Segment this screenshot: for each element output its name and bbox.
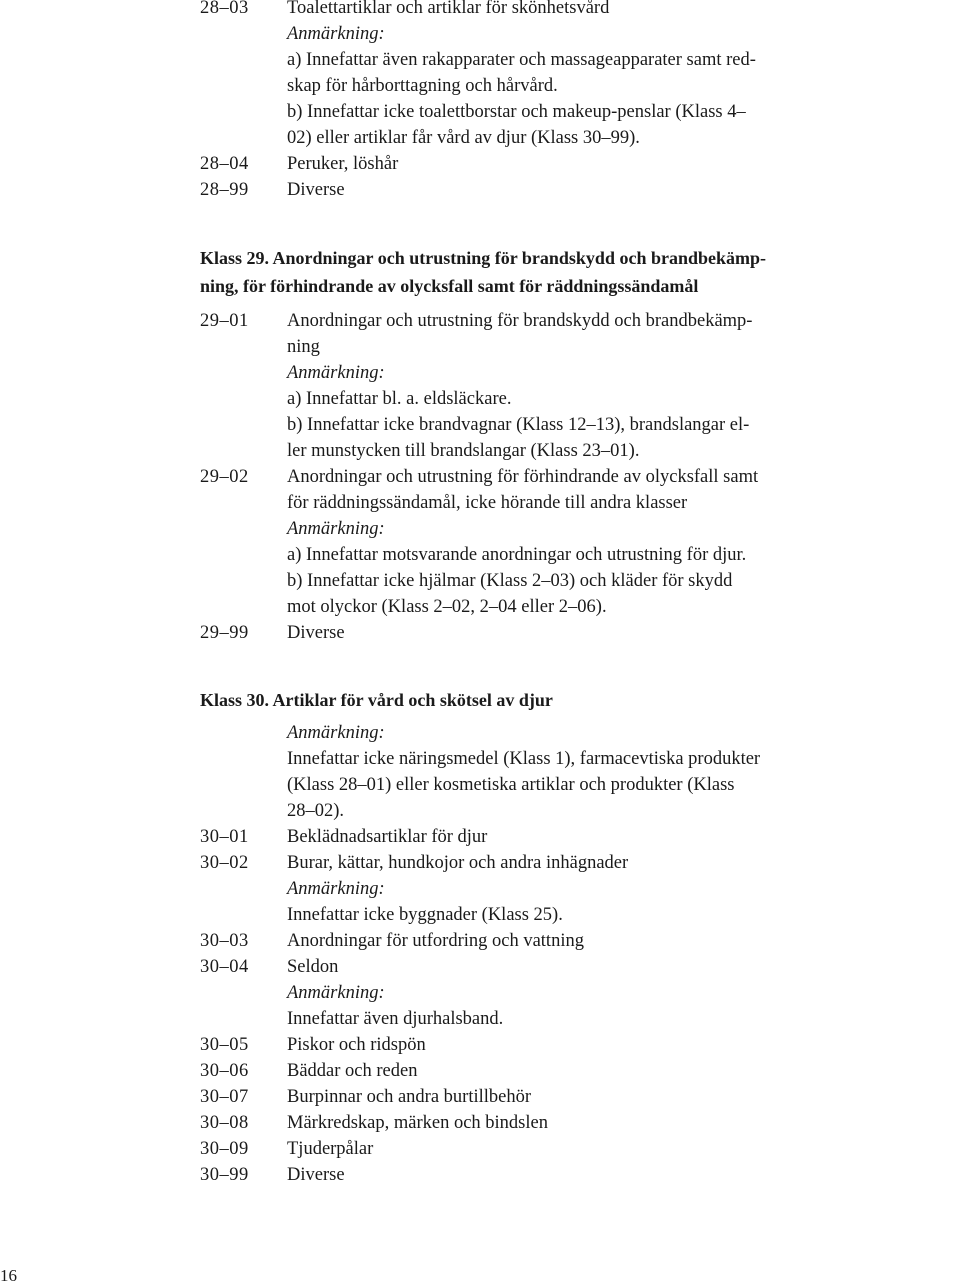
note-line <box>0 125 960 151</box>
entry-28-99 <box>0 177 960 203</box>
entry-code: 30–08 <box>200 1113 249 1133</box>
note-text: ler munstycken till brandslangar (Klass 23–01). <box>287 441 640 461</box>
note-text: b) Innefattar icke toalettborstar och makeup-penslar (Klass 4– <box>287 102 746 122</box>
entry-code: 30–04 <box>200 957 249 977</box>
note-text: 02) eller artiklar får vård av djur (Klass 30–99). <box>287 128 640 148</box>
note-text: Innefattar även djurhalsband. <box>287 1009 504 1029</box>
note-label: Anmärkning: <box>287 879 385 899</box>
note-label: Anmärkning: <box>287 363 385 383</box>
entry-code: 28–99 <box>200 180 249 200</box>
class-29-heading-line-1: Klass 29. Anordningar och utrustning för brandskydd och brandbekämp- <box>200 248 766 268</box>
entry-title: Seldon <box>287 957 339 977</box>
class-29-heading-line-2: ning, för förhindrande av olycksfall samt för räddningssändamål <box>200 276 699 296</box>
entry-code: 28–04 <box>200 154 249 174</box>
note-line <box>0 746 960 772</box>
entry-title-cont: ning <box>287 337 320 357</box>
note-text: skap för hårborttagning och hårvård. <box>287 76 558 96</box>
entry-30-01 <box>0 824 960 850</box>
entry-29-02 <box>0 464 960 490</box>
note-text: Innefattar icke näringsmedel (Klass 1), farmacevtiska produkter <box>287 749 761 769</box>
entry-title: Diverse <box>287 180 345 200</box>
note-label-row <box>0 360 960 386</box>
note-label: Anmärkning: <box>287 983 385 1003</box>
note-label: Anmärkning: <box>287 723 385 743</box>
note-label-row <box>0 876 960 902</box>
note-line <box>0 386 960 412</box>
entry-code: 30–99 <box>200 1165 249 1185</box>
note-line <box>0 99 960 125</box>
entry-code: 30–09 <box>200 1139 249 1159</box>
note-text: mot olyckor (Klass 2–02, 2–04 eller 2–06). <box>287 597 607 617</box>
entry-title: Diverse <box>287 1165 345 1185</box>
note-line <box>0 594 960 620</box>
note-label-row <box>0 720 960 746</box>
entry-title: Beklädnadsartiklar för djur <box>287 827 488 847</box>
entry-title-cont: för räddningssändamål, icke hörande till andra klasser <box>287 493 688 513</box>
note-line <box>0 73 960 99</box>
entry-code: 30–02 <box>200 853 249 873</box>
entry-title: Anordningar och utrustning för förhindrande av olycksfall samt <box>287 467 759 487</box>
entry-title: Burpinnar och andra burtillbehör <box>287 1087 532 1107</box>
entry-30-08 <box>0 1110 960 1136</box>
entry-code: 29–02 <box>200 467 249 487</box>
note-line <box>0 798 960 824</box>
entry-title: Märkredskap, märken och bindslen <box>287 1113 548 1133</box>
entry-code: 28–03 <box>200 0 249 18</box>
entry-line <box>0 334 960 360</box>
note-line <box>0 47 960 73</box>
entry-code: 29–99 <box>200 623 249 643</box>
entry-code: 29–01 <box>200 311 249 331</box>
note-label: Anmärkning: <box>287 519 385 539</box>
note-line <box>0 902 960 928</box>
note-line <box>0 542 960 568</box>
entry-title: Peruker, löshår <box>287 154 399 174</box>
entry-30-06 <box>0 1058 960 1084</box>
note-label-row <box>0 980 960 1006</box>
note-text: (Klass 28–01) eller kosmetiska artiklar och produkter (Klass <box>287 775 735 795</box>
note-line <box>0 1006 960 1032</box>
entry-code: 30–01 <box>200 827 249 847</box>
page-number: 16 <box>0 1266 17 1285</box>
note-line <box>0 412 960 438</box>
note-text: 28–02). <box>287 801 345 821</box>
entry-code: 30–06 <box>200 1061 249 1081</box>
note-text: b) Innefattar icke brandvagnar (Klass 12–13), brandslangar el- <box>287 415 750 435</box>
entry-code: 30–03 <box>200 931 249 951</box>
note-line <box>0 438 960 464</box>
entry-30-09 <box>0 1136 960 1162</box>
entry-title: Burar, kättar, hundkojor och andra inhägnader <box>287 853 629 873</box>
entry-28-04 <box>0 151 960 177</box>
note-text: a) Innefattar även rakapparater och massageapparater samt red- <box>287 50 756 70</box>
entry-title: Diverse <box>287 623 345 643</box>
note-label-row <box>0 21 960 47</box>
entry-code: 30–07 <box>200 1087 249 1107</box>
entry-29-99 <box>0 620 960 646</box>
note-line <box>0 772 960 798</box>
class-30-heading: Klass 30. Artiklar för vård och skötsel av djur <box>200 690 553 710</box>
entry-30-03 <box>0 928 960 954</box>
note-line <box>0 568 960 594</box>
entry-30-07 <box>0 1084 960 1110</box>
entry-code: 30–05 <box>200 1035 249 1055</box>
entry-title: Bäddar och reden <box>287 1061 418 1081</box>
note-text: a) Innefattar motsvarande anordningar och utrustning för djur. <box>287 545 747 565</box>
entry-title: Toalettartiklar och artiklar för skönhetsvård <box>287 0 610 18</box>
note-label-row <box>0 516 960 542</box>
entry-title: Anordningar och utrustning för brandskydd och brandbekämp- <box>287 311 753 331</box>
entry-29-01 <box>0 308 960 334</box>
entry-30-04 <box>0 954 960 980</box>
entry-title: Piskor och ridspön <box>287 1035 426 1055</box>
entry-line <box>0 490 960 516</box>
note-text: Innefattar icke byggnader (Klass 25). <box>287 905 563 925</box>
note-text: b) Innefattar icke hjälmar (Klass 2–03) och kläder för skydd <box>287 571 733 591</box>
entry-28-03 <box>0 0 960 21</box>
entry-title: Anordningar för utfordring och vattning <box>287 931 584 951</box>
entry-30-05 <box>0 1032 960 1058</box>
entry-30-02 <box>0 850 960 876</box>
entry-30-99 <box>0 1162 960 1188</box>
entry-title: Tjuderpålar <box>287 1139 374 1159</box>
note-label: Anmärkning: <box>287 24 385 44</box>
note-text: a) Innefattar bl. a. eldsläckare. <box>287 389 512 409</box>
